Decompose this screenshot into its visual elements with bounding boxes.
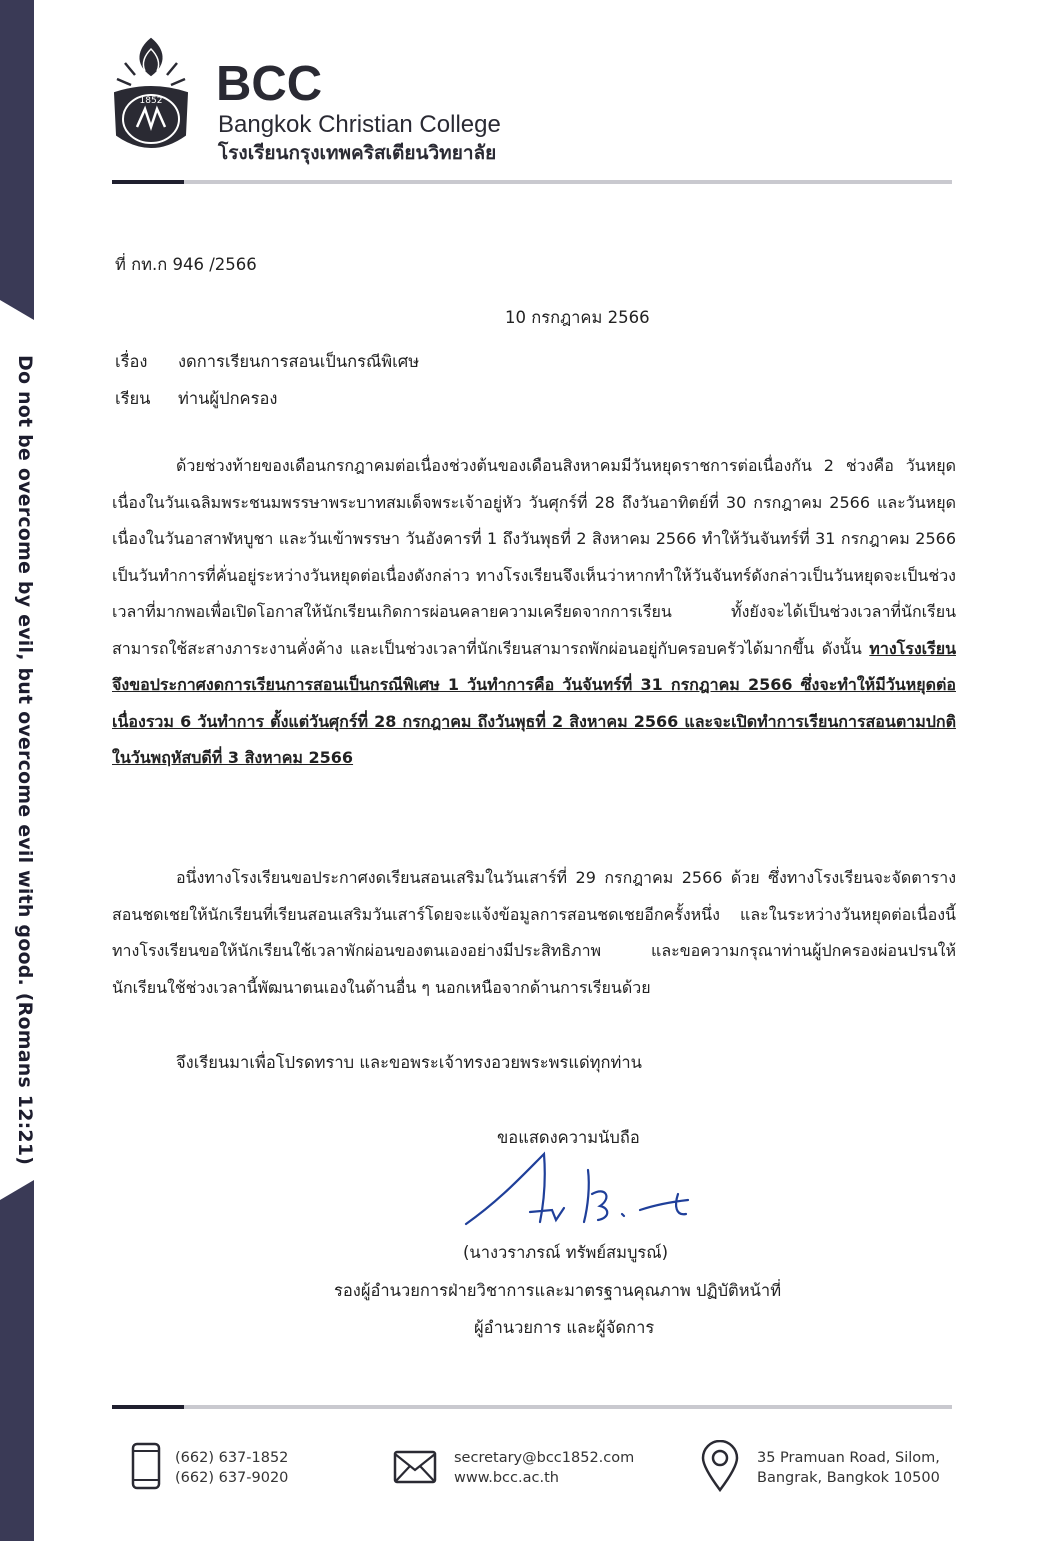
signer-position: รองผู้อำนวยการฝ่ายวิชาการและมาตรฐานคุณภาพ ปฏิบัติหน้าที่	[334, 1281, 782, 1300]
address-line-2: Bangrak, Bangkok 10500	[757, 1470, 940, 1486]
header-divider	[112, 180, 952, 184]
brand-name-thai: โรงเรียนกรุงเทพคริสเตียนวิทยาลัย	[218, 142, 497, 164]
announcement-emphasis: ทางโรงเรียนจึงขอประกาศงดการเรียนการสอนเป็นกรณีพิเศษ 1 วันทำการคือ วันจันทร์ที่ 31 กรกฎาคม 2566 ซึ่งจะทำให้มีวันหยุดต่อเนื่องรวม 6 วันทำการ ตั้งแต่วันศุกร์ที่ 28 กรกฎาคม ถึงวันพุธที่ 2 สิงหาคม 2566 และจะเปิดทำการเรียนการสอนตามปกติ ในวันพฤหัสบดีที่ 3 สิงหาคม 2566	[112, 638, 956, 767]
phone-numbers	[175, 1448, 288, 1488]
reference-number: ที่ กท.ก 946 /2566	[115, 255, 257, 274]
location-icon	[700, 1440, 740, 1492]
body-paragraph-2: อนึ่งทางโรงเรียนขอประกาศงดเรียนสอนเสริมในวันเสาร์ที่ 29 กรกฎาคม 2566 ด้วย ซึ่งทางโรงเรียนจะจัดตารางสอนชดเชยให้นักเรียนที่เรียนสอนเสริมวันเสาร์โดยจะแจ้งข้อมูลการสอนชดเชยอีกครั้งหนึ่ง และในระหว่างวันหยุดต่อเนื่องนี้ ทางโรงเรียนขอให้นักเรียนใช้เวลาพักผ่อนของตนเองอย่างมีประสิทธิภาพ และขอความกรุณาท่านผู้ปกครองผ่อนปรนให้นักเรียนใช้ช่วงเวลานี้พัฒนาตนเองในด้านอื่น ๆ นอกเหนือจากด้านการเรียนด้วย	[112, 868, 956, 997]
brand-name-english: Bangkok Christian College	[218, 111, 501, 138]
email-link[interactable]: secretary@bcc1852.com	[454, 1450, 635, 1466]
phone-icon	[130, 1442, 162, 1490]
footer-divider	[112, 1405, 952, 1409]
phone-number-2: (662) 637-9020	[175, 1470, 289, 1486]
brand-abbreviation: BCC	[216, 57, 323, 111]
subject-value: งดการเรียนการสอนเป็นกรณีพิเศษ	[178, 352, 420, 371]
letter-date: 10 กรกฎาคม 2566	[505, 308, 650, 327]
address-line-1: 35 Pramuan Road, Silom,	[757, 1450, 940, 1466]
recipient-label: เรียน	[115, 389, 151, 408]
subject-label: เรื่อง	[115, 352, 148, 371]
motto-text: Do not be overcome by evil, but overcome evil with good. (Romans 12:21)	[14, 355, 36, 1166]
regards-text: ขอแสดงความนับถือ	[497, 1128, 640, 1147]
address	[757, 1448, 940, 1488]
crest-year: 1852	[139, 96, 163, 106]
signer-name: (นางวราภรณ์ ทรัพย์สมบูรณ์)	[463, 1243, 669, 1262]
mail-icon	[393, 1450, 437, 1484]
school-crest-logo	[105, 35, 197, 155]
body-paragraph-1	[112, 448, 956, 777]
website-link[interactable]: www.bcc.ac.th	[454, 1470, 559, 1486]
body-paragraph-1-text: ด้วยช่วงท้ายของเดือนกรกฎาคมต่อเนื่องช่วงต้นของเดือนสิงหาคมมีวันหยุดราชการต่อเนื่องกัน 2 ช่วงคือ วันหยุดเนื่องในวันเฉลิมพระชนมพรรษาพระบาทสมเด็จพระเจ้าอยู่หัว วันศุกร์ที่ 28 ถึงวันอาทิตย์ที่ 30 กรกฎาคม 2566 และวันหยุดเนื่องในวันอาสาฬหบูชา และวันเข้าพรรษา วันอังคารที่ 1 ถึงวันพุธที่ 2 สิงหาคม 2566 ทำให้วันจันทร์ที่ 31 กรกฎาคม 2566 เป็นวันทำการที่คั่นอยู่ระหว่างวันหยุดต่อเนื่องดังกล่าว ทางโรงเรียนจึงเห็นว่าหากทำให้วันจันทร์ดังกล่าวเป็นวันหยุดจะเป็นช่วงเวลาที่มากพอเพื่อเปิดโอกาสให้นักเรียนเกิดการผ่อนคลายความเครียดจากการเรียน ทั้งยังจะได้เป็นช่วงเวลาที่นักเรียนสามารถใช้สะสางภาระงานคั่งค้าง และเป็นช่วงเวลาที่นักเรียนสามารถพักผ่อนอยู่กับครอบครัวได้มากขึ้น ดังนั้น	[112, 456, 956, 658]
phone-number-1: (662) 637-1852	[175, 1450, 289, 1466]
contact-online	[454, 1448, 634, 1488]
closing-sentence: จึงเรียนมาเพื่อโปรดทราบ และขอพระเจ้าทรงอวยพระพรแด่ทุกท่าน	[176, 1053, 642, 1072]
signer-position-2: ผู้อำนวยการ และผู้จัดการ	[474, 1318, 655, 1337]
recipient-value: ท่านผู้ปกครอง	[178, 389, 278, 408]
signature-image	[460, 1150, 700, 1230]
